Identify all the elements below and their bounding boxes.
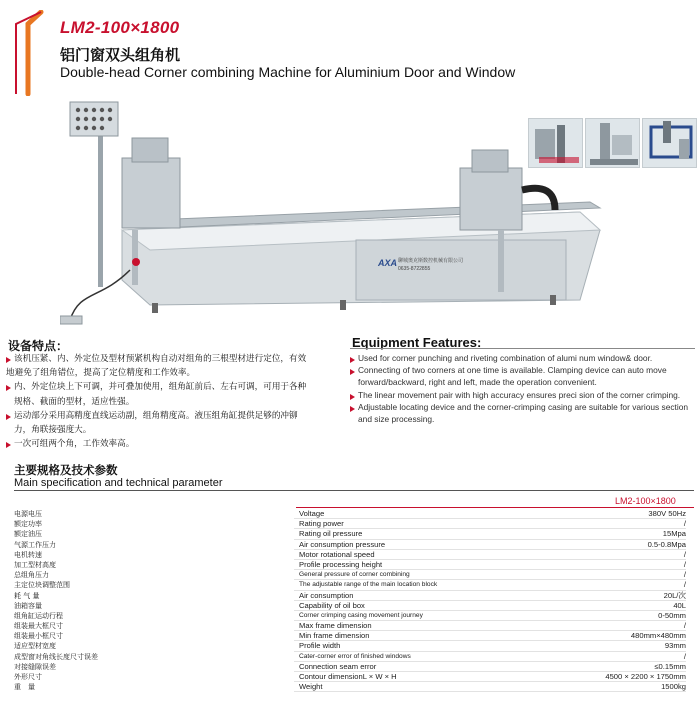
spec-row (14, 662, 686, 672)
features-cn-item: 该机压紧、内、外定位及型材预紧机构自动对组角的三根型材进行定位，有效 (6, 352, 342, 366)
spec-row (14, 601, 686, 611)
header-bracket-icon (8, 10, 44, 96)
features-cn-item: 一次可组两个角，工作效率高。 (6, 437, 342, 451)
spec-value: / (683, 621, 686, 631)
detail-photo-2 (585, 118, 640, 168)
spec-row (14, 672, 686, 682)
spec-value: / (683, 651, 686, 661)
spec-label-cn: 组角缸运动行程 (14, 611, 63, 620)
spec-label-cn: 主定位块调整范围 (14, 581, 70, 590)
spec-label-cn: 组装最大框尺寸 (14, 622, 63, 631)
spec-row (14, 550, 686, 560)
features-en-item: Used for corner punching and riveting combination of alumi num window& door. (350, 352, 690, 364)
detail-photo-1 (528, 118, 583, 168)
spec-label-cn: 耗 气 量 (14, 591, 40, 600)
spec-row (14, 611, 686, 621)
spec-label-cn: 气源工作压力 (14, 540, 56, 549)
spec-label-en: Rating power (299, 519, 344, 529)
spec-row (14, 641, 686, 651)
spec-label-en: Max frame dimension (299, 621, 372, 631)
features-cn-list (6, 352, 342, 451)
spec-value: 20L/次 (663, 590, 686, 600)
features-en-item: The linear movement pair with high accuracy ensures preci sion of the corner crimping. (350, 389, 690, 401)
spec-label-en: Motor rotational speed (299, 549, 375, 559)
spec-model-underline (296, 507, 694, 508)
spec-label-cn: 加工型材高度 (14, 560, 56, 569)
spec-value: 4500 × 2200 × 1750mm (605, 672, 686, 681)
spec-label-cn: 额定油压 (14, 530, 42, 539)
spec-label-cn: 外形尺寸 (14, 673, 42, 681)
spec-label-en: Corner crimping casing movement journey (299, 611, 423, 619)
spec-value: / (683, 559, 686, 569)
spec-value: / (683, 519, 686, 529)
features-cn-item-continued: 力，角联接强度大。 (14, 425, 92, 436)
spec-label-cn: 总组角压力 (14, 571, 49, 580)
features-en-heading: Equipment Features: (352, 335, 482, 350)
spec-label-cn: 额定功率 (14, 520, 42, 529)
features-cn-item: 内、外定位块上下可调，并可叠加使用，组角缸前后、左右可调，可用于各种 (6, 380, 342, 394)
spec-label-cn: 电源电压 (14, 510, 42, 518)
spec-label-en: Rating oil pressure (299, 529, 363, 539)
spec-label-cn: 电机转速 (14, 550, 42, 559)
brand-logo: AXA (378, 258, 398, 268)
chinese-title: 铝门窗双头组角机 (60, 46, 181, 64)
brand-plate-phone: 0635-8722855 (398, 266, 431, 272)
spec-label-cn: 成型窗对角线长度尺寸误差 (14, 652, 98, 661)
spec-value: 15Mpa (662, 529, 686, 539)
spec-table (14, 509, 686, 692)
features-cn-heading: 设备特点： (8, 339, 69, 353)
detail-thumbnails (528, 118, 698, 168)
spec-row (14, 682, 686, 692)
spec-label-en: The adjustable range of the main location block (299, 581, 438, 589)
spec-label-cn: 油箱容量 (14, 601, 42, 610)
spec-divider (14, 490, 694, 491)
spec-value: 0-50mm (658, 610, 686, 620)
spec-value: 93mm (664, 641, 686, 651)
features-en-item: Connecting of two corners at one time is available. Clamping device can auto move forward/backward, right and left, made the operation convenient. (350, 364, 690, 388)
spec-label-en: Profile width (299, 641, 341, 651)
spec-row (14, 652, 686, 662)
english-title: Double-head Corner combining Machine for Aluminium Door and Window (60, 64, 516, 80)
features-cn-item-continued: 地避免了组角错位，提高了定位精度和工作效率。 (6, 368, 196, 379)
spec-label-en: Connection seam error (299, 661, 377, 671)
spec-value: 0.5-0.8Mpa (647, 539, 686, 549)
spec-label-en: Cater-corner error of finished windows (299, 652, 411, 660)
spec-label-en: Air consumption (299, 590, 354, 600)
spec-label-en: Contour dimensionL × W × H (299, 672, 397, 681)
model-title: LM2-100×1800 (60, 18, 180, 37)
spec-row (14, 560, 686, 570)
spec-row (14, 570, 686, 580)
spec-value: 380V 50Hz (648, 509, 686, 518)
spec-value: 1500kg (661, 682, 686, 692)
spec-heading-cn: 主要规格及技术参数 (14, 463, 118, 477)
spec-row (14, 509, 686, 519)
spec-label-en: Profile processing height (299, 559, 383, 569)
spec-row (14, 591, 686, 601)
spec-value: / (683, 570, 686, 580)
features-cn-item-continued: 规格、截面的型材，适应性强。 (14, 396, 135, 407)
features-en-item: Adjustable locating device and the corner-crimping casing are suitable for various section and size processing. (350, 401, 690, 425)
spec-label-en: Min frame dimension (299, 631, 370, 641)
spec-label-cn: 对接缝隙误差 (14, 662, 56, 671)
spec-label-en: Capability of oil box (299, 600, 365, 610)
spec-value: 480mm×480mm (630, 631, 686, 641)
spec-row (14, 631, 686, 641)
spec-label-en: Weight (299, 682, 323, 692)
spec-row (14, 529, 686, 539)
spec-value: ≤0.15mm (654, 661, 686, 671)
features-cn-item: 运动部分采用高精度直线运动副，组角精度高。液压组角缸提供足够的冲铆 (6, 409, 342, 423)
spec-row (14, 540, 686, 550)
features-en-list (350, 352, 690, 425)
spec-label-cn: 适应型材宽度 (14, 642, 56, 651)
spec-label-en: General pressure of corner combining (299, 571, 410, 579)
spec-label-en: Air consumption pressure (299, 539, 386, 549)
spec-value: / (683, 549, 686, 559)
spec-label-cn: 重 量 (14, 683, 35, 692)
spec-row (14, 621, 686, 631)
spec-value: / (683, 580, 686, 590)
spec-model-label: LM2-100×1800 (615, 496, 676, 506)
spec-heading-en: Main specification and technical parameter (14, 477, 223, 489)
detail-photo-3 (642, 118, 697, 168)
spec-row (14, 580, 686, 590)
brand-plate-text: 聊城奥克斯数控机械有限公司 (398, 258, 464, 264)
spec-label-cn: 组装最小框尺寸 (14, 632, 63, 641)
spec-row (14, 519, 686, 529)
spec-label-en: Voltage (299, 509, 325, 518)
spec-value: 40L (673, 600, 686, 610)
features-divider (350, 348, 695, 349)
